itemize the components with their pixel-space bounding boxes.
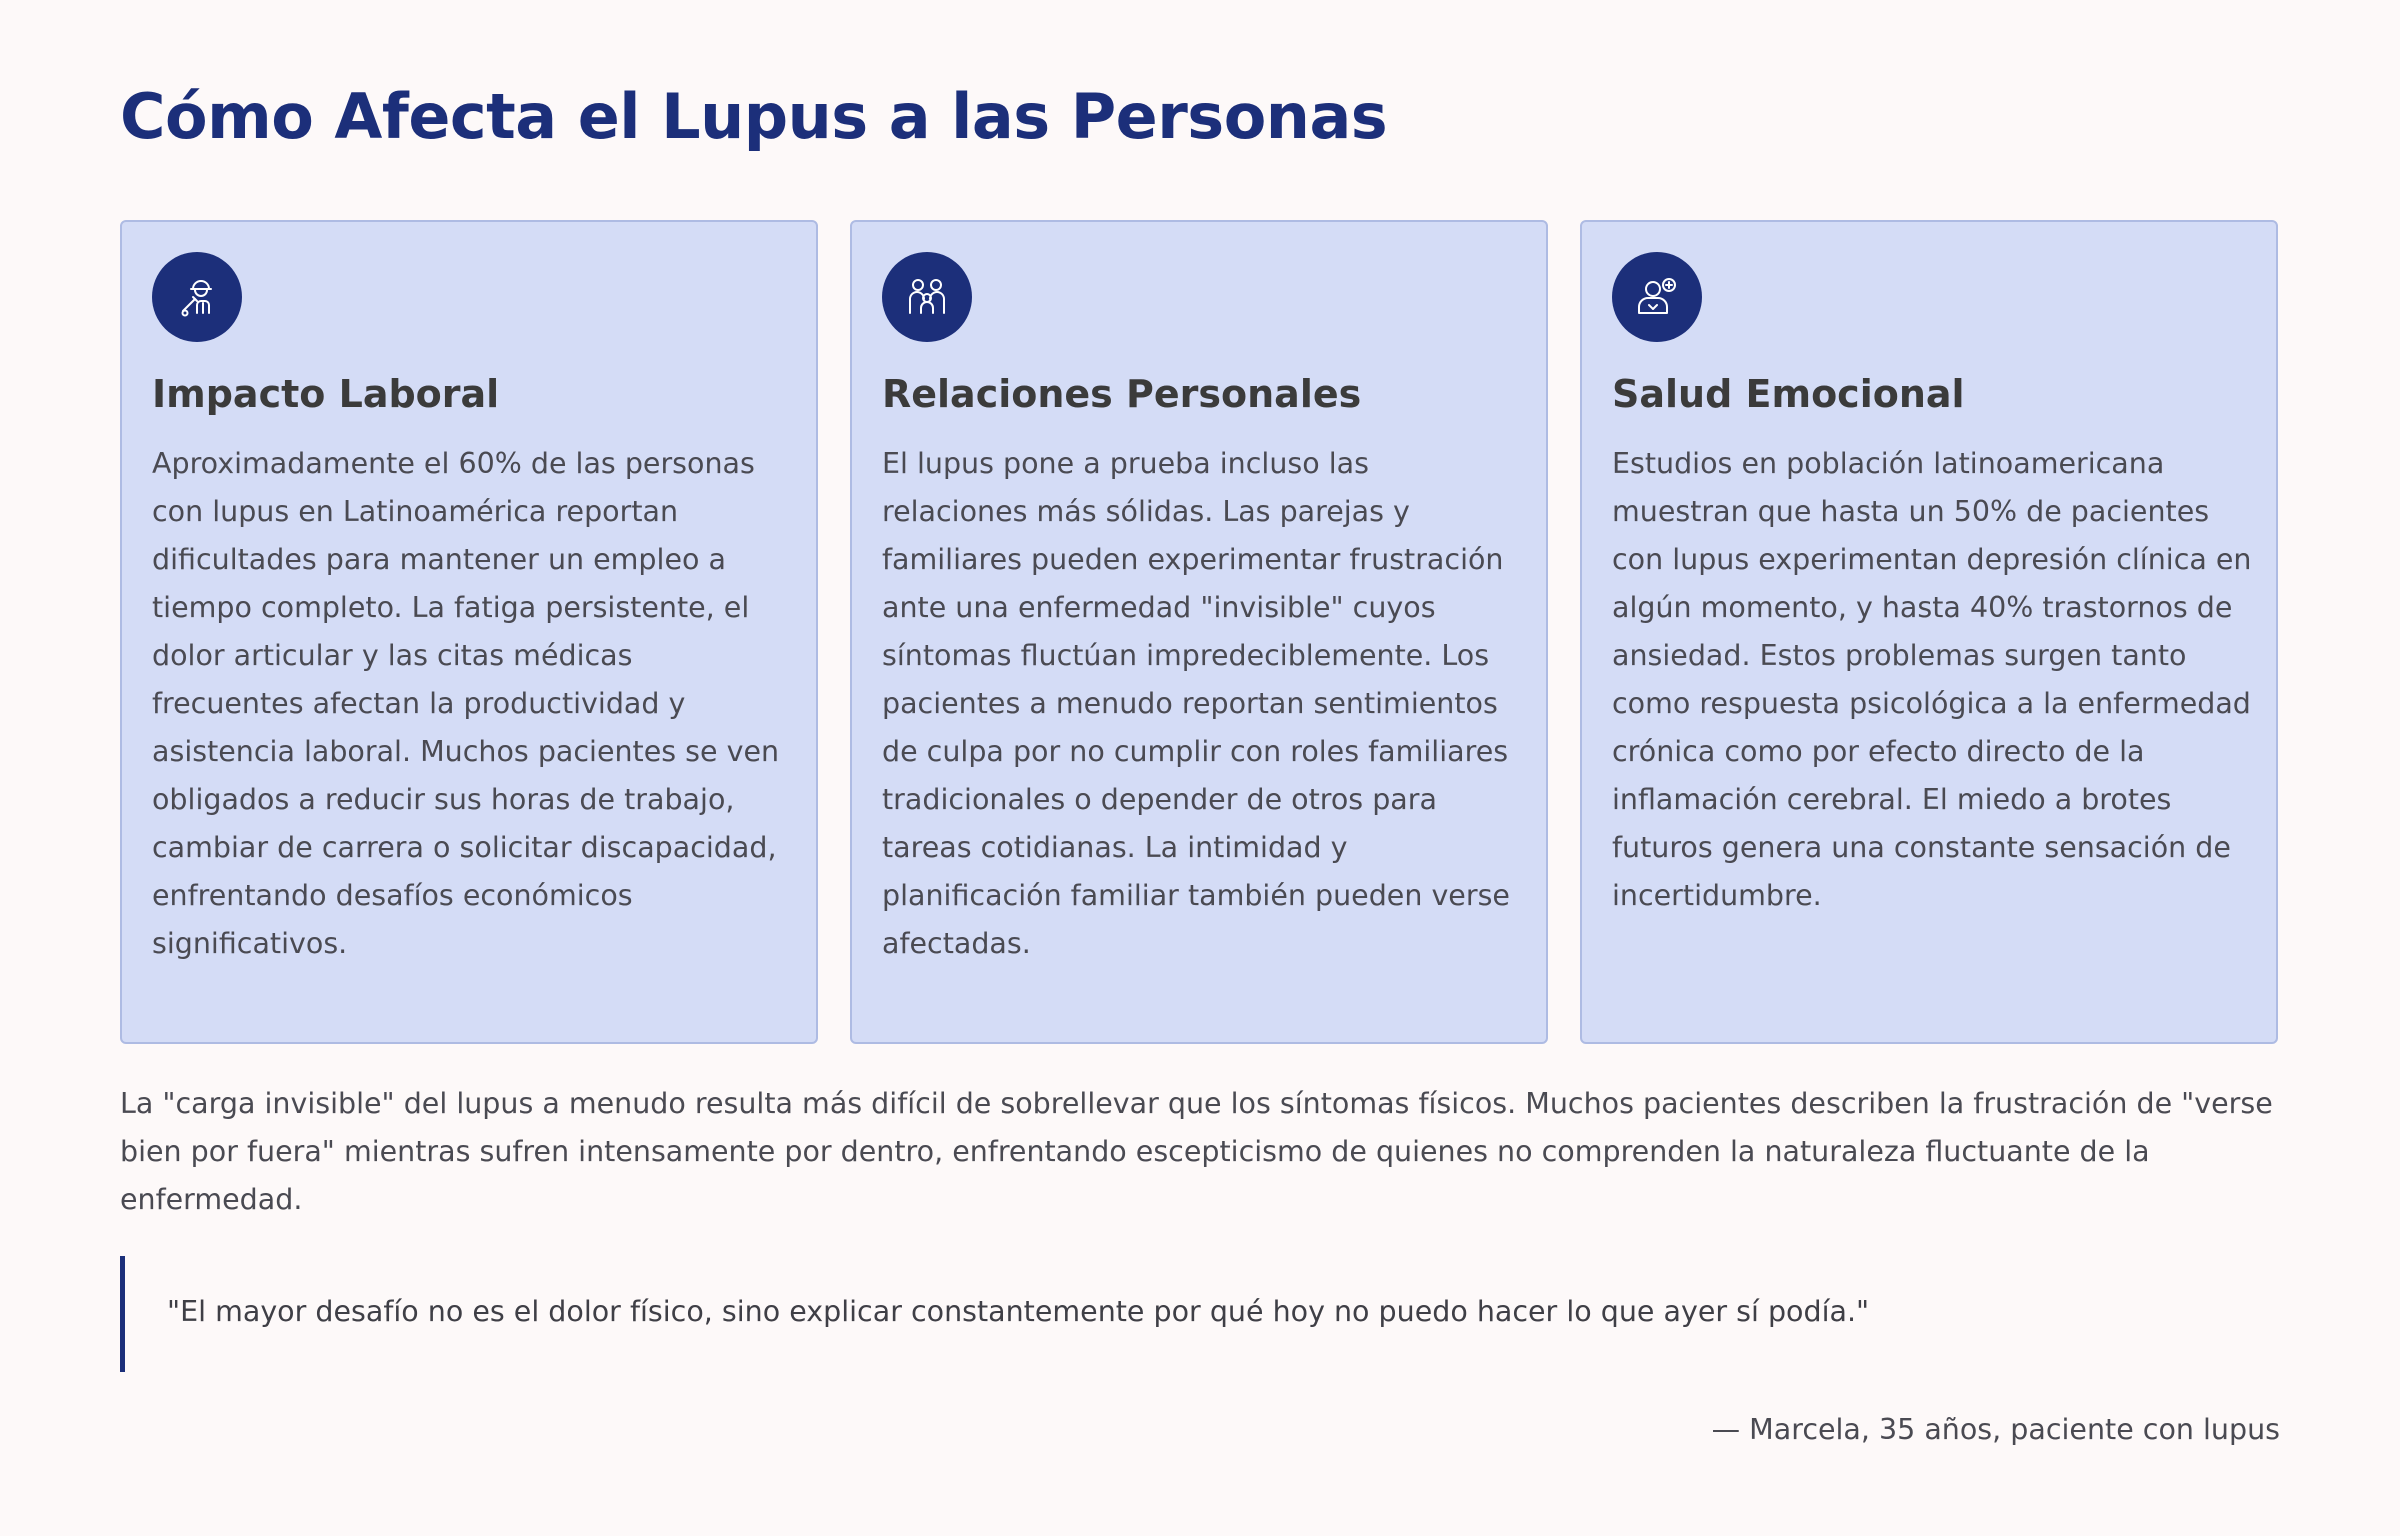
patient-quote	[120, 1256, 2280, 1372]
card-title: Salud Emocional	[1612, 372, 1965, 416]
card-personal-relationships	[850, 220, 1548, 1044]
card-body: Aproximadamente el 60% de las personas con lupus en Latinoamérica reportan dificultades para mantener un empleo a tiempo completo. La fatiga persistente, el dolor articular y las citas médicas frecuentes afectan la productividad y asistencia laboral. Muchos pacientes se ven obligados a reducir sus horas de trabajo, cambiar de carrera o solicitar discapacidad, enfrentando desafíos económicos significativos.	[152, 447, 780, 960]
summary-paragraph: La "carga invisible" del lupus a menudo resulta más difícil de sobrellevar que los síntomas físicos. Muchos pacientes describen la frustración de "verse bien por fuera" mientras sufren intensamente por dentro, enfrentando escepticismo de quienes no comprenden la naturaleza fluctuante de la enfermedad.	[120, 1087, 2273, 1216]
worker-icon-badge	[152, 252, 242, 342]
mental-health-icon	[1633, 273, 1681, 321]
impact-cards	[120, 220, 2280, 1046]
page-title: Cómo Afecta el Lupus a las Personas	[120, 80, 1388, 153]
quote-text: "El mayor desafío no es el dolor físico, sino explicar constantemente por qué hoy no puedo hacer lo que ayer sí podía."	[167, 1295, 1870, 1328]
mental-health-icon-badge	[1612, 252, 1702, 342]
worker-icon	[173, 273, 221, 321]
card-title: Relaciones Personales	[882, 372, 1362, 416]
card-body: El lupus pone a prueba incluso las relaciones más sólidas. Las parejas y familiares pueden experimentar frustración ante una enfermedad "invisible" cuyos síntomas fluctúan impredeciblemente. Los pacientes a menudo reportan sentimientos de culpa por no cumplir con roles familiares tradicionales o depender de otros para tareas cotidianas. La intimidad y planificación familiar también pueden verse afectadas.	[882, 447, 1510, 960]
card-work-impact	[120, 220, 818, 1044]
quote-attribution: — Marcela, 35 años, paciente con lupus	[1711, 1413, 2280, 1446]
family-icon-badge	[882, 252, 972, 342]
card-title: Impacto Laboral	[152, 372, 500, 416]
card-emotional-health	[1580, 220, 2278, 1044]
family-icon	[903, 273, 951, 321]
card-body: Estudios en población latinoamericana muestran que hasta un 50% de pacientes con lupus experimentan depresión clínica en algún momento, y hasta 40% trastornos de ansiedad. Estos problemas surgen tanto como respuesta psicológica a la enfermedad crónica como por efecto directo de la inflamación cerebral. El miedo a brotes futuros genera una constante sensación de incertidumbre.	[1612, 447, 2252, 912]
